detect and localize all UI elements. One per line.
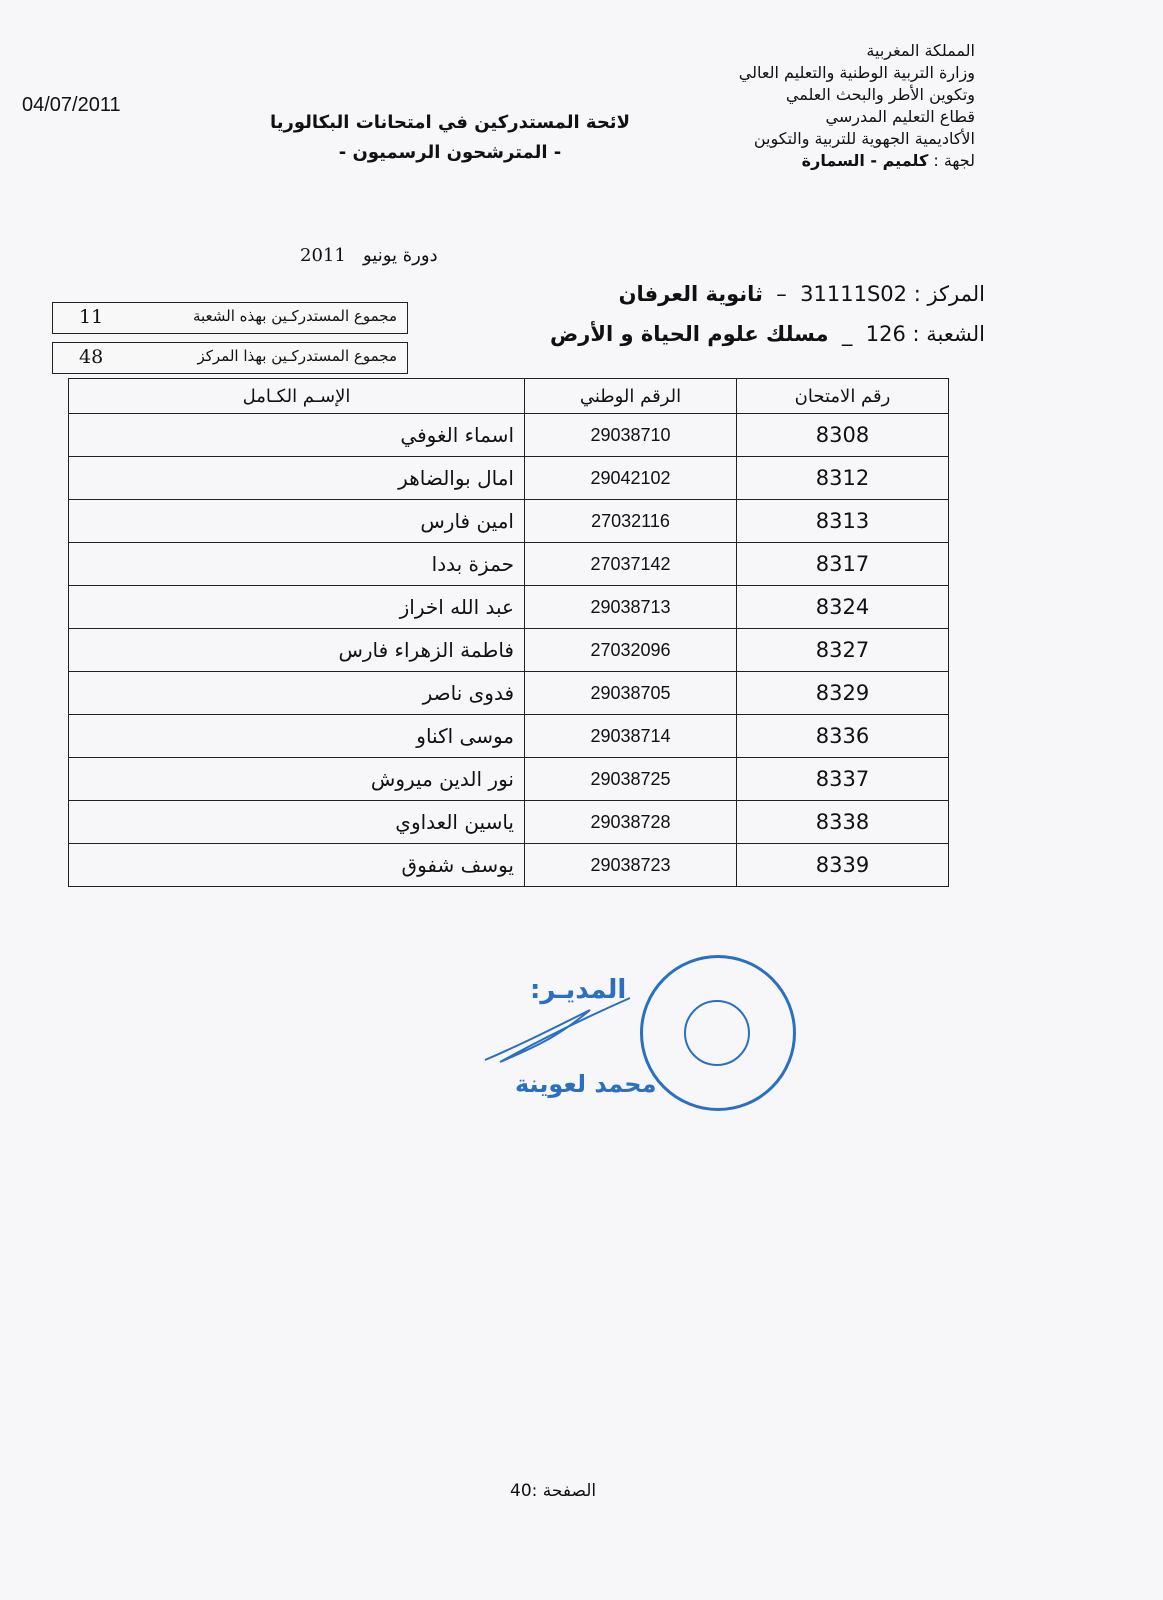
candidate-name: ياسين العداوي — [69, 801, 525, 844]
national-number: 29038723 — [525, 844, 737, 887]
header-line: المملكة المغربية — [866, 41, 975, 60]
candidate-name: عبد الله اخراز — [69, 586, 525, 629]
director-title: المديـر: — [530, 975, 627, 1005]
table-header-row — [69, 379, 949, 414]
director-name: محمد لعوينة — [515, 1070, 657, 1098]
national-number: 29038725 — [525, 758, 737, 801]
header-exam-number: رقم الامتحان — [737, 379, 949, 414]
national-number: 29038728 — [525, 801, 737, 844]
candidates-table — [68, 378, 948, 887]
header-line: الأكاديمية الجهوية للتربية والتكوين — [753, 129, 975, 148]
table-row — [69, 629, 949, 672]
national-number: 29038710 — [525, 414, 737, 457]
national-number: 29042102 — [525, 457, 737, 500]
candidate-name: فاطمة الزهراء فارس — [69, 629, 525, 672]
candidate-name: فدوى ناصر — [69, 672, 525, 715]
table-row — [69, 586, 949, 629]
table-row — [69, 844, 949, 887]
header-line: وزارة التربية الوطنية والتعليم العالي — [738, 63, 975, 82]
national-number: 27037142 — [525, 543, 737, 586]
candidate-name: امين فارس — [69, 500, 525, 543]
branch-total-box — [52, 302, 408, 334]
branch-total-label: مجموع المستدركـين بهذه الشعبة — [192, 307, 397, 325]
center-line: المركز : 31111S02 – ثانوية العرفان — [618, 282, 985, 306]
candidate-name: يوسف شفوق — [69, 844, 525, 887]
exam-number: 8337 — [737, 758, 949, 801]
exam-number: 8312 — [737, 457, 949, 500]
table-row — [69, 801, 949, 844]
session-year: 2011 — [300, 245, 346, 266]
table-row — [69, 672, 949, 715]
exam-number: 8339 — [737, 844, 949, 887]
region-label: لجهة : — [933, 151, 975, 170]
candidate-name: نور الدين ميروش — [69, 758, 525, 801]
session-line — [300, 245, 438, 266]
region-line — [645, 150, 975, 172]
document-date: 04/07/2011 — [22, 94, 121, 116]
candidate-name: موسى اكناو — [69, 715, 525, 758]
branch-code: 126 — [865, 322, 906, 346]
branch-name: مسلك علوم الحياة و الأرض — [550, 322, 829, 346]
exam-number: 8317 — [737, 543, 949, 586]
center-total-label: مجموع المستدركـين بهذا المركز — [197, 347, 397, 365]
header-line: قطاع التعليم المدرسي — [825, 107, 975, 126]
center-total-box — [52, 342, 408, 374]
header-full-name: الإسـم الكـامل — [69, 379, 525, 414]
session-label: دورة يونيو — [362, 245, 438, 266]
branch-total-value: 11 — [79, 306, 104, 328]
table-row — [69, 457, 949, 500]
header-line: وتكوين الأطر والبحث العلمي — [785, 85, 975, 104]
center-code: 31111S02 — [800, 282, 908, 306]
national-number: 29038713 — [525, 586, 737, 629]
national-number: 29038705 — [525, 672, 737, 715]
seal-center-icon — [684, 1000, 750, 1066]
branch-line: الشعبة : 126 _ مسلك علوم الحياة و الأرض — [550, 322, 985, 346]
national-number: 27032116 — [525, 500, 737, 543]
table-row — [69, 543, 949, 586]
exam-number: 8327 — [737, 629, 949, 672]
region-value: كلميم - السمارة — [801, 151, 929, 170]
center-total-value: 48 — [79, 346, 104, 368]
title-line-2: - المترشحون الرسميون - — [338, 142, 562, 163]
center-label: المركز : — [913, 282, 985, 306]
document-title — [270, 108, 630, 168]
exam-number: 8313 — [737, 500, 949, 543]
title-line-1: لائحة المستدركين في امتحانات البكالوريا — [270, 112, 630, 133]
page-number: الصفحة :40 — [510, 1481, 597, 1501]
table-row — [69, 758, 949, 801]
exam-number: 8336 — [737, 715, 949, 758]
exam-number: 8324 — [737, 586, 949, 629]
table-row — [69, 715, 949, 758]
national-number: 29038714 — [525, 715, 737, 758]
candidate-name: حمزة بددا — [69, 543, 525, 586]
table-row — [69, 500, 949, 543]
header-national-number: الرقم الوطني — [525, 379, 737, 414]
candidate-name: اسماء الغوفي — [69, 414, 525, 457]
national-number: 27032096 — [525, 629, 737, 672]
table-row — [69, 414, 949, 457]
exam-number: 8308 — [737, 414, 949, 457]
candidate-name: امال بوالضاهر — [69, 457, 525, 500]
exam-number: 8338 — [737, 801, 949, 844]
exam-number: 8329 — [737, 672, 949, 715]
ministry-header — [645, 40, 975, 172]
center-name: ثانوية العرفان — [618, 282, 763, 306]
branch-label: الشعبة : — [912, 322, 985, 346]
